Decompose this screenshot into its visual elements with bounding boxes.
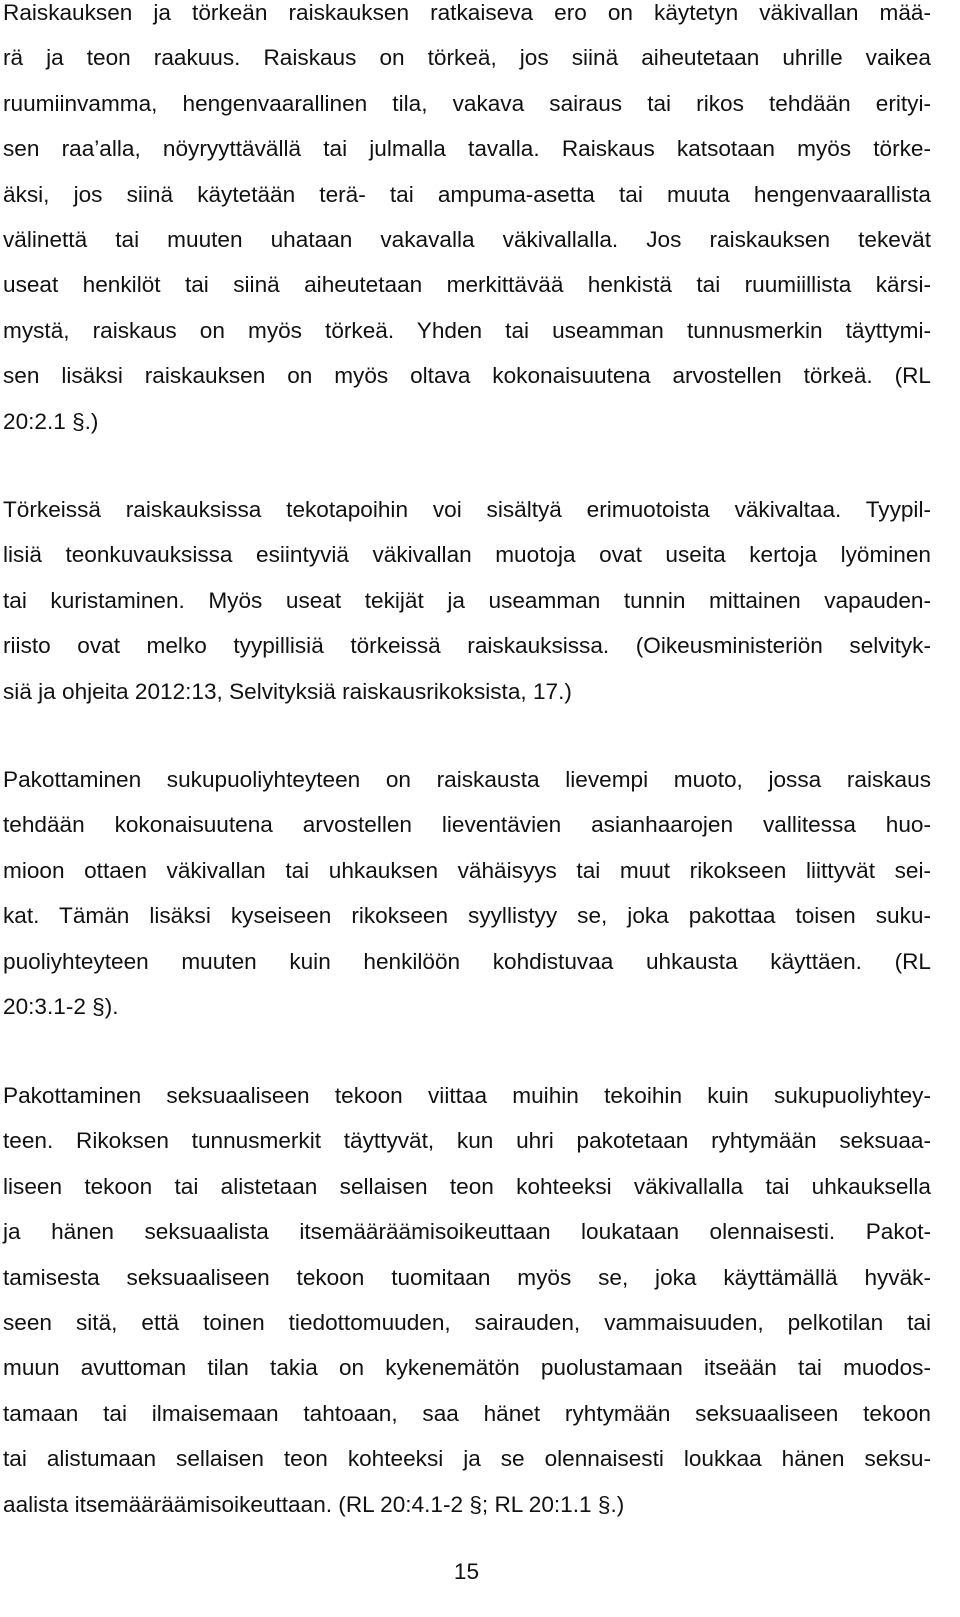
paragraph-coercion-sexual-act: [3, 1073, 931, 1527]
text-line: mioon ottaen väkivallan tai uhkauksen vähäisyys tai muut rikokseen liittyvät sei-: [3, 857, 931, 883]
text-line: kat. Tämän lisäksi kyseiseen rikokseen syyllistyy se, joka pakottaa toisen suku-: [3, 903, 931, 929]
text-line: 20:3.1-2 §).: [3, 993, 119, 1019]
text-line: ruumiinvamma, hengenvaarallinen tila, vakava sairaus tai rikos tehdään erityi-: [3, 90, 931, 116]
text-line: ja hänen seksuaalista itsemääräämisoikeuttaan loukataan olennaisesti. Pakot-: [3, 1219, 931, 1245]
text-line: tai kuristaminen. Myös useat tekijät ja useamman tunnin mittainen vapauden-: [3, 587, 931, 613]
text-line: tamaan tai ilmaisemaan tahtoaan, saa hänet ryhtymään seksuaaliseen tekoon: [3, 1400, 931, 1426]
text-line: lisiä teonkuvauksissa esiintyviä väkivallan muotoja ovat useita kertoja lyöminen: [3, 542, 931, 568]
text-line: sen lisäksi raiskauksen on myös oltava kokonaisuutena arvostellen törkeä. (RL: [3, 363, 931, 389]
text-line: mystä, raiskaus on myös törkeä. Yhden tai useamman tunnusmerkin täyttymi-: [3, 317, 931, 343]
text-line: useat henkilöt tai siinä aiheutetaan merkittävää henkistä tai ruumiillista kärsi-: [3, 272, 931, 298]
text-line: Törkeissä raiskauksissa tekotapoihin voi sisältyä erimuotoista väkivaltaa. Tyypil-: [3, 497, 931, 522]
paragraph-coercion-intercourse: [3, 757, 931, 1029]
text-line: liseen tekoon tai alistetaan sellaisen teon kohteeksi väkivallalla tai uhkauksella: [3, 1173, 931, 1199]
text-line: seen sitä, että toinen tiedottomuuden, sairauden, vammaisuuden, pelkotilan tai: [3, 1309, 931, 1335]
text-line: teen. Rikoksen tunnusmerkit täyttyvät, kun uhri pakotetaan ryhtymään seksuaa-: [3, 1128, 931, 1154]
text-line: riisto ovat melko tyypillisiä törkeissä raiskauksissa. (Oikeusministeriön selvityk-: [3, 633, 931, 659]
paragraph-aggravated-rape: [3, 0, 931, 444]
text-line: sen raa’alla, nöyryyttävällä tai julmalla tavalla. Raiskaus katsotaan myös törke-: [3, 136, 931, 162]
text-line: tehdään kokonaisuutena arvostellen lieventävien asianhaarojen vallitessa huo-: [3, 812, 931, 838]
text-line: muun avuttoman tilan takia on kykenemätön puolustamaan itseään tai muodos-: [3, 1355, 931, 1381]
text-line: aalista itsemääräämisoikeuttaan. (RL 20:4.1-2 §; RL 20:1.1 §.): [3, 1491, 625, 1517]
text-line: välinettä tai muuten uhataan vakavalla väkivallalla. Jos raiskauksen tekevät: [3, 226, 931, 252]
text-line: Pakottaminen sukupuoliyhteyteen on raiskausta lievempi muoto, jossa raiskaus: [3, 767, 931, 792]
page-number: 15: [453, 1559, 480, 1584]
text-line: äksi, jos siinä käytetään terä- tai ampuma-asetta tai muuta hengenvaarallista: [3, 181, 931, 207]
text-line: tai alistumaan sellaisen teon kohteeksi ja se olennaisesti loukkaa hänen seksu-: [3, 1446, 931, 1472]
paragraph-violence-forms: [3, 487, 931, 714]
text-line: 20:2.1 §.): [3, 408, 99, 434]
text-line: Raiskauksen ja törkeän raiskauksen ratkaiseva ero on käytetyn väkivallan mää-: [3, 0, 931, 25]
text-line: rä ja teon raakuus. Raiskaus on törkeä, jos siinä aiheutetaan uhrille vaikea: [3, 45, 931, 71]
text-line: tamisesta seksuaaliseen tekoon tuomitaan myös se, joka käyttämällä hyväk-: [3, 1264, 931, 1290]
text-line: puoliyhteyteen muuten kuin henkilöön kohdistuvaa uhkausta käyttäen. (RL: [3, 948, 931, 974]
text-line: siä ja ohjeita 2012:13, Selvityksiä raiskausrikoksista, 17.): [3, 678, 572, 704]
text-line: Pakottaminen seksuaaliseen tekoon viittaa muihin tekoihin kuin sukupuoliyhtey-: [3, 1083, 931, 1108]
